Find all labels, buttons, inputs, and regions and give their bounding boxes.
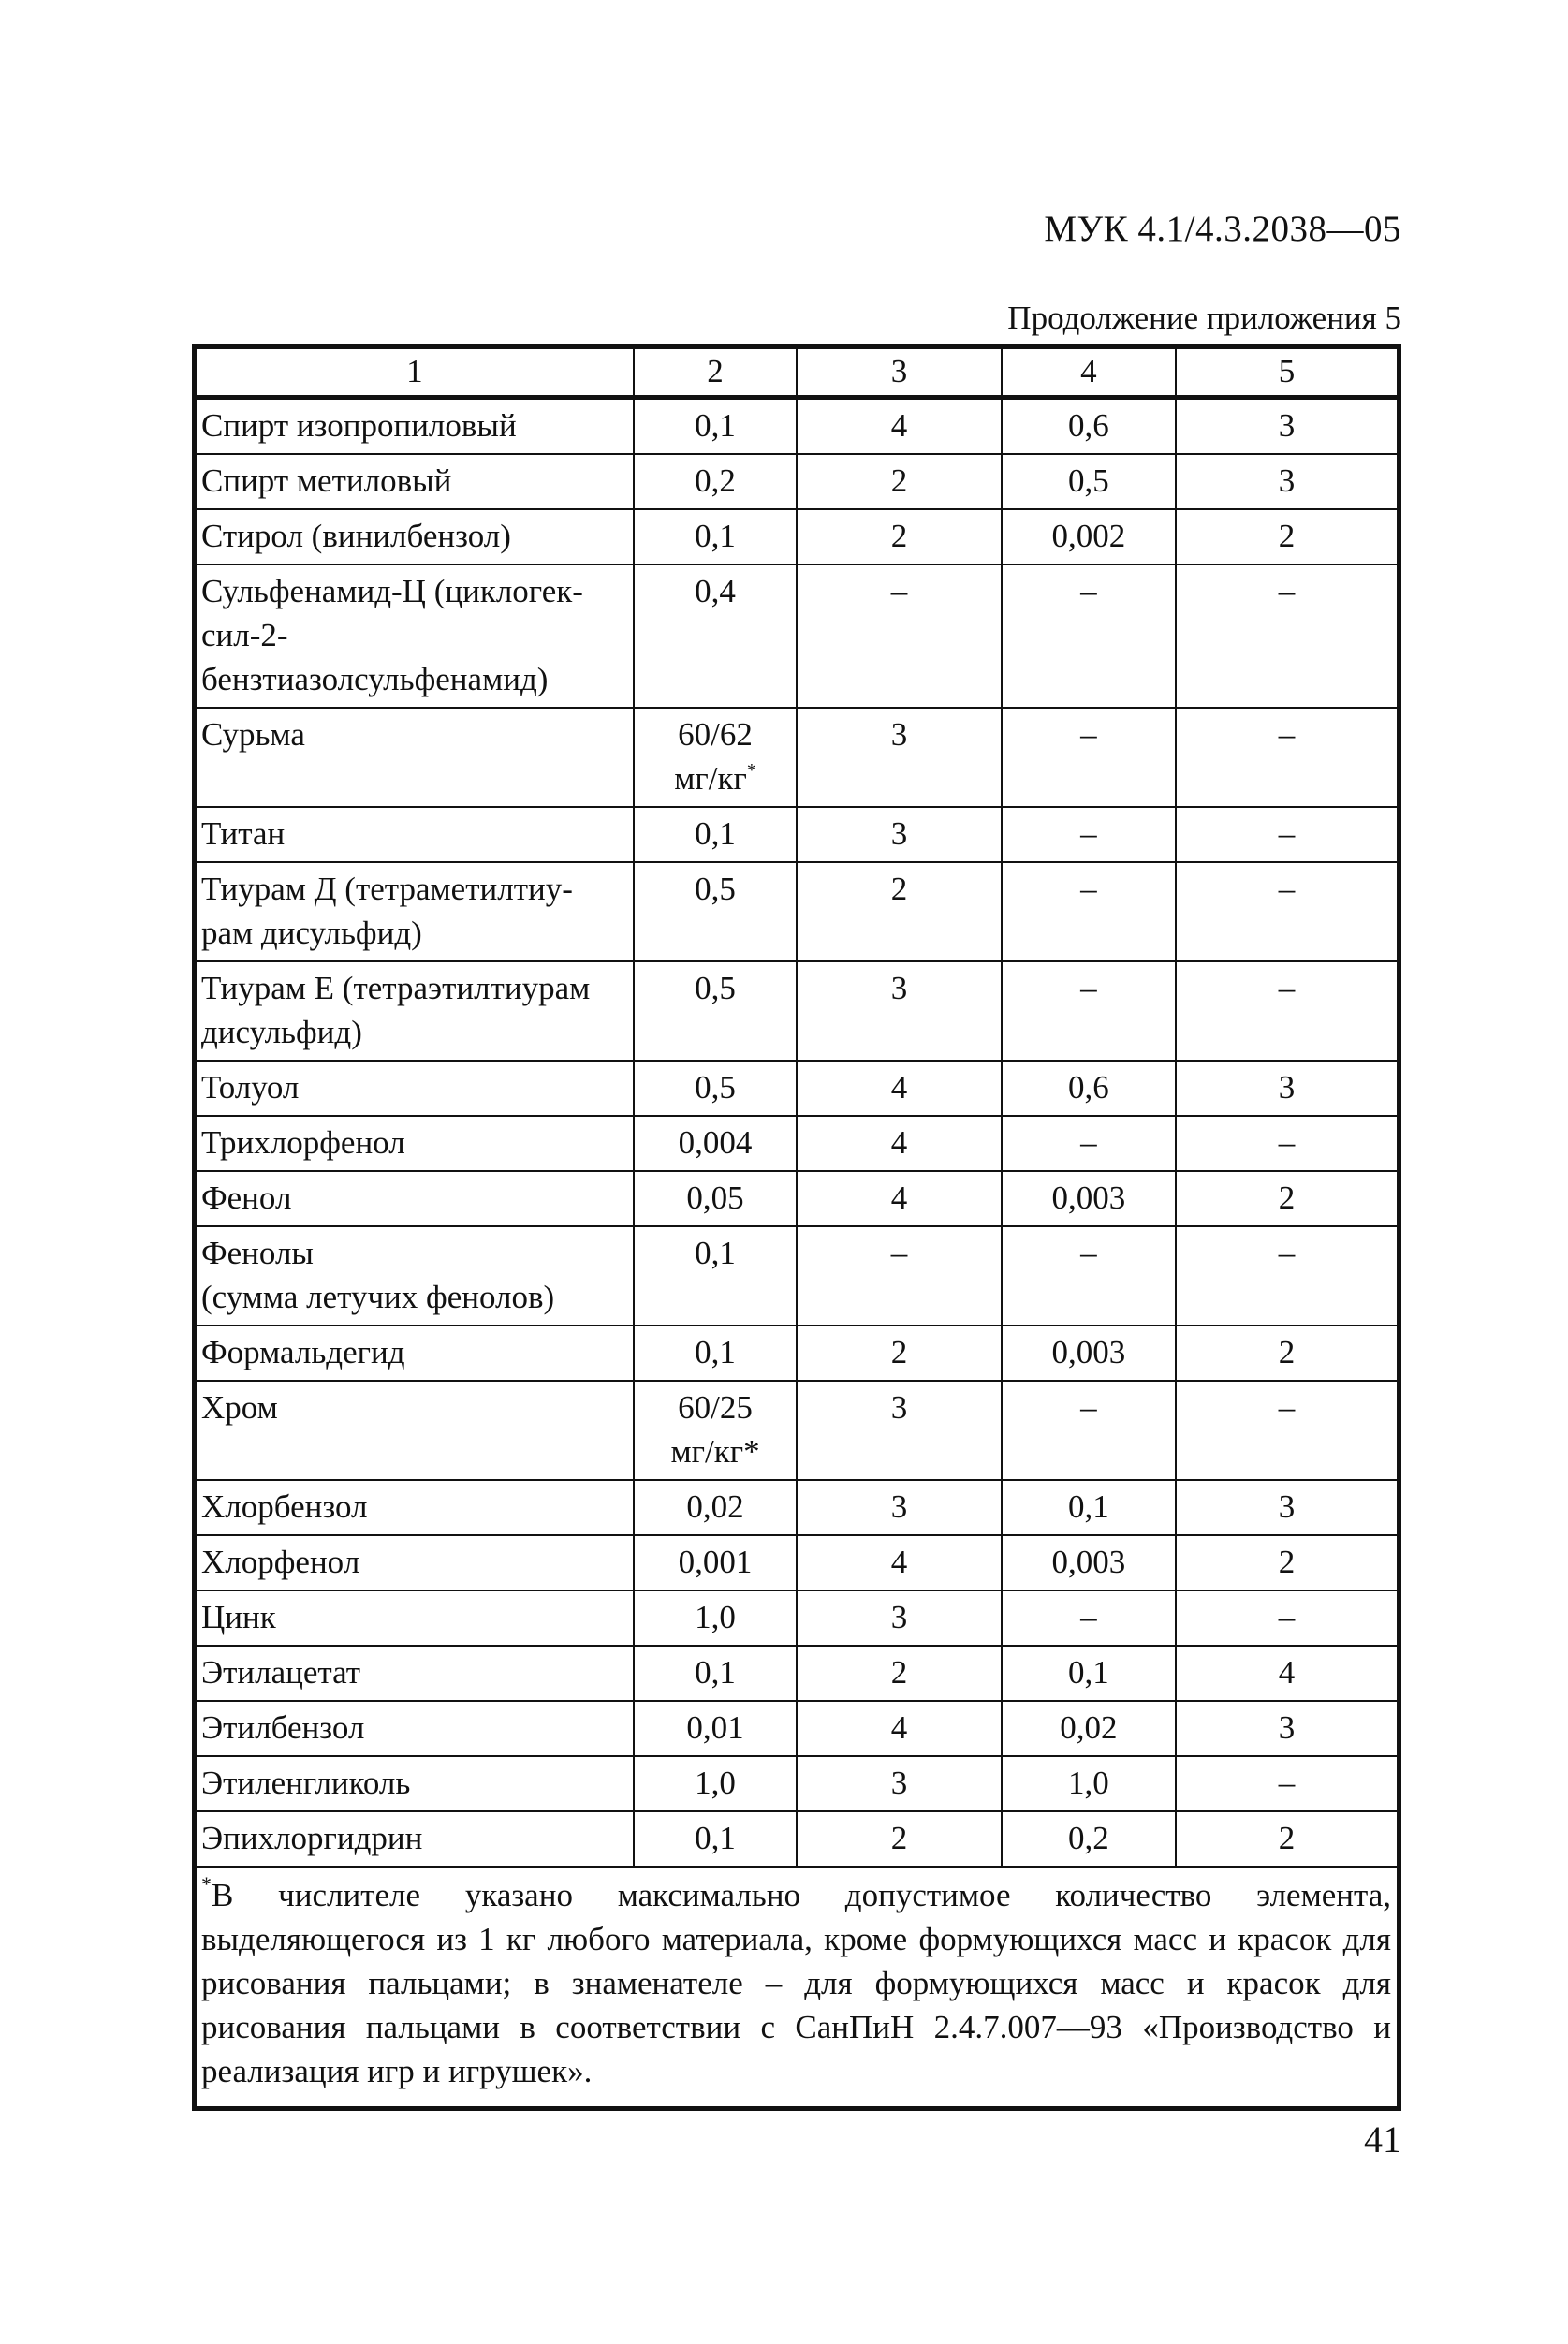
substance-name-line: сил-2- <box>201 617 288 653</box>
substance-name-line: (сумма летучих фенолов) <box>201 1279 555 1315</box>
value: – <box>1278 716 1296 753</box>
value-line: мг/кг <box>674 760 747 797</box>
substance-name-line: Тиурам Д (тетраметилтиу- <box>201 871 573 907</box>
value-cell-col5 <box>1176 454 1399 509</box>
value-cell-col5 <box>1176 961 1399 1061</box>
value: 4 <box>890 1069 908 1106</box>
value: 3 <box>890 815 908 852</box>
value-cell-col4 <box>1002 398 1176 455</box>
value: – <box>1080 716 1097 753</box>
value: 3 <box>890 1389 908 1426</box>
substance-name: Хром <box>201 1389 278 1426</box>
value-cell-col4 <box>1002 1226 1176 1326</box>
substance-name-cell <box>195 1701 634 1756</box>
value-cell-col3 <box>797 862 1002 961</box>
substance-name: Фенол <box>201 1179 292 1216</box>
value: 0,001 <box>678 1544 753 1580</box>
table-row <box>195 564 1399 708</box>
substance-name: Этилацетат <box>201 1654 361 1691</box>
appendix-table <box>192 344 1401 2111</box>
value-cell-col3 <box>797 1701 1002 1756</box>
value-cell-col2 <box>634 862 797 961</box>
value-cell-col5 <box>1176 398 1399 455</box>
table-header-row <box>195 347 1399 398</box>
value: – <box>1278 573 1296 609</box>
value-cell-col4 <box>1002 1061 1176 1116</box>
value: 3 <box>1278 462 1296 499</box>
table-row <box>195 708 1399 807</box>
value-cell-col2 <box>634 564 797 708</box>
value-cell-col2 <box>634 454 797 509</box>
value: 0,003 <box>1051 1179 1126 1216</box>
substance-name-cell <box>195 1535 634 1590</box>
value: 0,003 <box>1051 1544 1126 1580</box>
substance-name: Титан <box>201 815 286 852</box>
value-cell-col3 <box>797 1480 1002 1535</box>
substance-name-line: рам дисульфид) <box>201 915 422 951</box>
value-cell-col3 <box>797 1590 1002 1646</box>
value: 0,5 <box>1068 462 1109 499</box>
table-row <box>195 454 1399 509</box>
value-cell-col4 <box>1002 1590 1176 1646</box>
value: – <box>1080 1124 1097 1161</box>
value-cell-col3 <box>797 708 1002 807</box>
value: 0,002 <box>1051 518 1126 554</box>
value: 0,1 <box>695 407 736 444</box>
value-cell-col3 <box>797 1535 1002 1590</box>
value-cell-col5 <box>1176 1756 1399 1811</box>
value: – <box>890 1235 908 1271</box>
value-cell-col3 <box>797 398 1002 455</box>
value: 0,02 <box>1060 1709 1118 1746</box>
value: 0,1 <box>695 1235 736 1271</box>
substance-name-cell <box>195 1171 634 1226</box>
value-cell-col2 <box>634 1326 797 1381</box>
value: 3 <box>890 716 908 753</box>
value-line: 60/62 <box>678 716 753 753</box>
substance-name-cell <box>195 708 634 807</box>
value-cell-col5 <box>1176 509 1399 564</box>
column-header: 3 <box>797 347 1002 398</box>
value: – <box>1080 1389 1097 1426</box>
footnote-text: В числителе указано максимально допустимое количество элемента, выделяющегося из 1 кг любого материала, кроме формующихся масс и красок для рисования пальцами; в знаменателе – для формующихся масс и красок для рисования пальцами в соответствии с СанПиН 2.4.7.007—93 «Производство и реализация игр и игрушек». <box>201 1877 1391 2089</box>
value-cell-col2 <box>634 1811 797 1867</box>
value-cell-col4 <box>1002 1381 1176 1480</box>
substance-name-line: Сульфенамид-Ц (циклогек- <box>201 573 583 609</box>
value: 0,1 <box>695 518 736 554</box>
value: 0,1 <box>695 1820 736 1856</box>
value: 4 <box>890 1709 908 1746</box>
value-cell-col2 <box>634 1756 797 1811</box>
value: 3 <box>890 1488 908 1525</box>
substance-name-cell <box>195 1326 634 1381</box>
value: 1,0 <box>695 1765 736 1801</box>
value: 2 <box>1278 1179 1296 1216</box>
value-cell-col3 <box>797 564 1002 708</box>
table-row <box>195 961 1399 1061</box>
substance-name: Этилбензол <box>201 1709 365 1746</box>
value: – <box>1278 1389 1296 1426</box>
footnote-cell <box>195 1867 1399 2109</box>
value-cell-col3 <box>797 454 1002 509</box>
value-cell-col4 <box>1002 1171 1176 1226</box>
table-row <box>195 1480 1399 1535</box>
value-cell-col3 <box>797 1226 1002 1326</box>
substance-name-cell <box>195 961 634 1061</box>
value: 4 <box>890 407 908 444</box>
value: 0,004 <box>678 1124 753 1161</box>
value-cell-col3 <box>797 1326 1002 1381</box>
substance-name-cell <box>195 1061 634 1116</box>
value: 4 <box>1278 1654 1296 1691</box>
substance-name: Эпихлоргидрин <box>201 1820 423 1856</box>
value-cell-col5 <box>1176 1535 1399 1590</box>
value: 4 <box>890 1124 908 1161</box>
value-cell-col2 <box>634 1226 797 1326</box>
value-cell-col3 <box>797 1756 1002 1811</box>
substance-name: Спирт изопропиловый <box>201 407 517 444</box>
value-cell-col2 <box>634 1116 797 1171</box>
substance-name-cell <box>195 398 634 455</box>
value: – <box>1080 1599 1097 1635</box>
substance-name-cell <box>195 1756 634 1811</box>
value-cell-col5 <box>1176 708 1399 807</box>
table-row <box>195 1590 1399 1646</box>
value-cell-col3 <box>797 1171 1002 1226</box>
substance-name-cell <box>195 1226 634 1326</box>
value-cell-col3 <box>797 961 1002 1061</box>
substance-name-line: Фенолы <box>201 1235 314 1271</box>
value-cell-col2 <box>634 509 797 564</box>
value-cell-col4 <box>1002 509 1176 564</box>
value-cell-col4 <box>1002 1811 1176 1867</box>
value-cell-col5 <box>1176 1480 1399 1535</box>
table-row <box>195 1535 1399 1590</box>
value: 0,1 <box>695 1654 736 1691</box>
table-body <box>195 347 1399 2109</box>
value: 2 <box>890 518 908 554</box>
value-cell-col5 <box>1176 1811 1399 1867</box>
column-header: 5 <box>1176 347 1399 398</box>
value: 0,2 <box>1068 1820 1109 1856</box>
substance-name: Толуол <box>201 1069 300 1106</box>
substance-name-cell <box>195 1646 634 1701</box>
substance-name: Хлорбензол <box>201 1488 368 1525</box>
value: 2 <box>1278 1820 1296 1856</box>
value: 2 <box>1278 518 1296 554</box>
value: 2 <box>890 871 908 907</box>
value-cell-col2 <box>634 398 797 455</box>
value: 0,5 <box>695 1069 736 1106</box>
value: 0,5 <box>695 970 736 1006</box>
value: 3 <box>890 1599 908 1635</box>
table-row <box>195 1811 1399 1867</box>
substance-name-cell <box>195 1811 634 1867</box>
substance-name-cell <box>195 1590 634 1646</box>
value: 0,02 <box>686 1488 744 1525</box>
value-cell-col4 <box>1002 1701 1176 1756</box>
substance-name: Этиленгликоль <box>201 1765 411 1801</box>
continuation-caption: Продолжение приложения 5 <box>1007 300 1401 336</box>
table-row <box>195 807 1399 862</box>
value: 0,6 <box>1068 407 1109 444</box>
value-cell-col2 <box>634 1480 797 1535</box>
table-row <box>195 1061 1399 1116</box>
substance-name-cell <box>195 454 634 509</box>
substance-name: Спирт метиловый <box>201 462 452 499</box>
value: – <box>1278 1599 1296 1635</box>
value: 2 <box>890 462 908 499</box>
value: – <box>1080 573 1097 609</box>
value: 3 <box>1278 1488 1296 1525</box>
value: – <box>1278 970 1296 1006</box>
value-cell-col5 <box>1176 1171 1399 1226</box>
substance-name-line: Тиурам Е (тетраэтилтиурам <box>201 970 591 1006</box>
value-cell-col3 <box>797 807 1002 862</box>
page-number: 41 <box>1364 2118 1401 2161</box>
value-cell-col5 <box>1176 1646 1399 1701</box>
value-cell-col2 <box>634 1590 797 1646</box>
value-cell-col4 <box>1002 1480 1176 1535</box>
value-cell-col4 <box>1002 1535 1176 1590</box>
value: – <box>890 573 908 609</box>
footnote-reference: * <box>746 760 756 781</box>
value: 3 <box>890 970 908 1006</box>
value: 0,5 <box>695 871 736 907</box>
value: 4 <box>890 1179 908 1216</box>
value: 0,1 <box>1068 1654 1109 1691</box>
value-cell-col2 <box>634 807 797 862</box>
value-line: 60/25 <box>678 1389 753 1426</box>
value: – <box>1278 1124 1296 1161</box>
value-cell-col3 <box>797 1811 1002 1867</box>
table-row <box>195 1646 1399 1701</box>
value-cell-col4 <box>1002 807 1176 862</box>
value: – <box>1080 1235 1097 1271</box>
value: 4 <box>890 1544 908 1580</box>
value: – <box>1278 1235 1296 1271</box>
value: 0,1 <box>1068 1488 1109 1525</box>
value-cell-col3 <box>797 1381 1002 1480</box>
value-cell-col3 <box>797 1646 1002 1701</box>
substance-name-cell <box>195 807 634 862</box>
value: – <box>1080 815 1097 852</box>
value-cell-col2 <box>634 1535 797 1590</box>
footnote-mark: * <box>201 1872 212 1896</box>
value: 0,003 <box>1051 1334 1126 1370</box>
value-cell-col2 <box>634 1701 797 1756</box>
value-cell-col5 <box>1176 1590 1399 1646</box>
value: 1,0 <box>1068 1765 1109 1801</box>
value: 3 <box>1278 1709 1296 1746</box>
value-cell-col3 <box>797 1061 1002 1116</box>
value: – <box>1080 871 1097 907</box>
table-row <box>195 398 1399 455</box>
substance-name: Трихлорфенол <box>201 1124 405 1161</box>
document-code: МУК 4.1/4.3.2038—05 <box>1044 209 1401 249</box>
value-cell-col2 <box>634 708 797 807</box>
value: 1,0 <box>695 1599 736 1635</box>
value-cell-col5 <box>1176 1701 1399 1756</box>
column-header: 4 <box>1002 347 1176 398</box>
value-cell-col5 <box>1176 1381 1399 1480</box>
value: 0,1 <box>695 815 736 852</box>
substance-name: Сурьма <box>201 716 305 753</box>
value: 2 <box>1278 1334 1296 1370</box>
value: 3 <box>1278 1069 1296 1106</box>
value-cell-col4 <box>1002 708 1176 807</box>
table-row <box>195 862 1399 961</box>
value-cell-col4 <box>1002 1326 1176 1381</box>
substance-name-cell <box>195 1480 634 1535</box>
substance-name-cell <box>195 509 634 564</box>
value-cell-col4 <box>1002 1116 1176 1171</box>
value: 0,01 <box>686 1709 744 1746</box>
substance-name-cell <box>195 1381 634 1480</box>
value: 0,2 <box>695 462 736 499</box>
substance-name: Стирол (винилбензол) <box>201 518 511 554</box>
value-line: мг/кг* <box>670 1433 760 1470</box>
value: 0,05 <box>686 1179 744 1216</box>
value-cell-col2 <box>634 1646 797 1701</box>
table-row <box>195 1116 1399 1171</box>
value-cell-col4 <box>1002 564 1176 708</box>
column-header: 1 <box>195 347 634 398</box>
value: 2 <box>890 1820 908 1856</box>
table-row <box>195 1326 1399 1381</box>
substance-name: Формальдегид <box>201 1334 405 1370</box>
value: – <box>1278 815 1296 852</box>
value-cell-col2 <box>634 1061 797 1116</box>
value-cell-col5 <box>1176 1116 1399 1171</box>
value-cell-col3 <box>797 1116 1002 1171</box>
value-cell-col4 <box>1002 1756 1176 1811</box>
value-cell-col4 <box>1002 1646 1176 1701</box>
footnote-row <box>195 1867 1399 2109</box>
column-header: 2 <box>634 347 797 398</box>
substance-name-cell <box>195 1116 634 1171</box>
substance-name: Хлорфенол <box>201 1544 360 1580</box>
value-cell-col4 <box>1002 862 1176 961</box>
table-row <box>195 1171 1399 1226</box>
value-cell-col2 <box>634 961 797 1061</box>
table-row <box>195 1701 1399 1756</box>
substance-name-cell <box>195 862 634 961</box>
value-cell-col4 <box>1002 454 1176 509</box>
value-cell-col5 <box>1176 1226 1399 1326</box>
table-row <box>195 1756 1399 1811</box>
value: – <box>1278 1765 1296 1801</box>
value: 2 <box>1278 1544 1296 1580</box>
value: – <box>1080 970 1097 1006</box>
substance-name: Цинк <box>201 1599 276 1635</box>
table-row <box>195 1381 1399 1480</box>
value-cell-col2 <box>634 1171 797 1226</box>
value-cell-col5 <box>1176 862 1399 961</box>
value-cell-col5 <box>1176 807 1399 862</box>
value-cell-col4 <box>1002 961 1176 1061</box>
value: 0,1 <box>695 1334 736 1370</box>
value-cell-col2 <box>634 1381 797 1480</box>
value: 3 <box>890 1765 908 1801</box>
value-cell-col5 <box>1176 1326 1399 1381</box>
table-row <box>195 509 1399 564</box>
value-cell-col5 <box>1176 1061 1399 1116</box>
value: 2 <box>890 1334 908 1370</box>
value: 0,4 <box>695 573 736 609</box>
substance-name-line: дисульфид) <box>201 1014 362 1050</box>
value-cell-col3 <box>797 509 1002 564</box>
value: 0,6 <box>1068 1069 1109 1106</box>
value: 2 <box>890 1654 908 1691</box>
table-row <box>195 1226 1399 1326</box>
value: 3 <box>1278 407 1296 444</box>
value: – <box>1278 871 1296 907</box>
value-cell-col5 <box>1176 564 1399 708</box>
substance-name-cell <box>195 564 634 708</box>
substance-name-line: бензтиазолсульфенамид) <box>201 661 549 697</box>
